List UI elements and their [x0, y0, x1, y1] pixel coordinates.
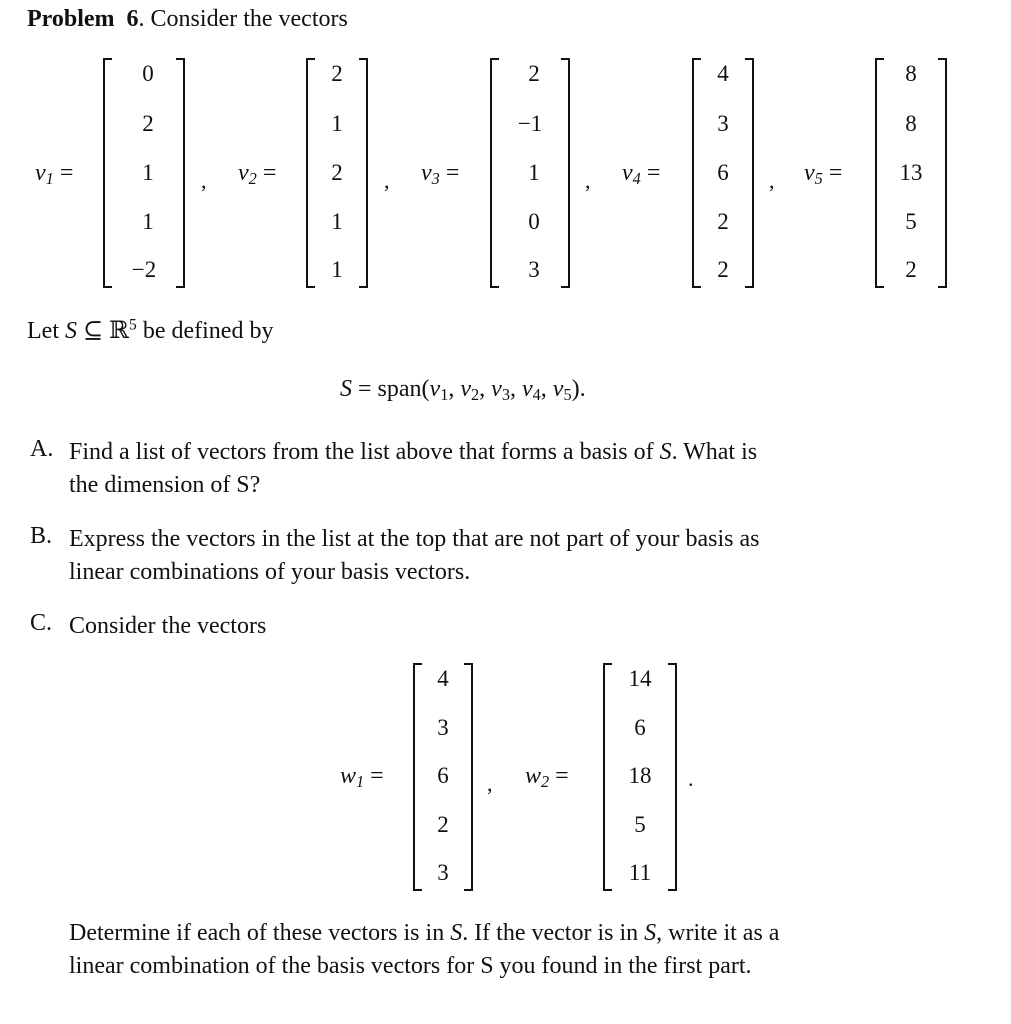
v1-entry: 2 [142, 111, 154, 136]
part-c-question: Determine if each of these vectors is in S. If the vector is in S, write it as a linear combination of the basis vectors for S you found in the first part. [69, 920, 780, 979]
w1-label: $w_1$ = [340, 763, 384, 792]
v4-label: $v_4$ = [622, 160, 661, 189]
w2-vector [603, 663, 677, 891]
part-a-letter: A. [30, 436, 54, 462]
v3-entry: 3 [528, 257, 540, 282]
v2-vector [306, 58, 368, 288]
w1-entry: 6 [437, 763, 449, 788]
v2-entry: 2 [331, 160, 343, 185]
part-c-intro: Consider the vectors [69, 613, 267, 639]
comma: , [769, 168, 775, 193]
w2-entry: 6 [634, 715, 646, 740]
v1-entry: 0 [142, 61, 154, 86]
v5-entry: 8 [905, 61, 917, 86]
v4-entry: 6 [717, 160, 729, 185]
v3-entry: 2 [528, 61, 540, 86]
v1-entry: 1 [142, 160, 154, 185]
w2-label: $w_2$ = [525, 763, 569, 792]
v4-entry: 4 [717, 61, 729, 86]
v2-label: $v_2$ = [238, 160, 277, 189]
v5-entry: 2 [905, 257, 917, 282]
v3-label: $v_3$ = [421, 160, 460, 189]
v5-entry: 13 [899, 160, 923, 185]
part-c-letter: C. [30, 610, 53, 636]
v1-vector [103, 58, 185, 288]
v5-label: $v_5$ = [804, 160, 843, 189]
w1-entry: 3 [437, 860, 449, 885]
w1-entry: 4 [437, 666, 449, 691]
v2-entry: 1 [331, 257, 343, 282]
v1-entry: −2 [131, 257, 157, 282]
problem-intro: . Consider the vectors [138, 6, 348, 32]
v1-label: $v_1$ = [35, 160, 74, 189]
part-a-text: Find a list of vectors from the list above that forms a basis of S. What is the dimension of S? [69, 439, 758, 498]
problem-label: Problem [27, 6, 115, 32]
v2-entry: 2 [331, 61, 343, 86]
w2-entry: 11 [628, 860, 652, 885]
w2-entry: 5 [634, 812, 646, 837]
span-equation: $S = span(v_1$, $v_2$, $v_3$, $v_4$, $v_5$). [340, 376, 586, 405]
w1-vector [413, 663, 473, 891]
comma: , [201, 168, 207, 193]
period: . [688, 766, 694, 791]
v3-vector [490, 58, 570, 288]
v1-entry: 1 [142, 209, 154, 234]
part-b-text: Express the vectors in the list at the top that are not part of your basis as linear combinations of your basis vectors. [69, 526, 760, 585]
v2-entry: 1 [331, 209, 343, 234]
w2-entry: 14 [628, 666, 652, 691]
comma: , [384, 168, 390, 193]
v3-entry: 0 [528, 209, 540, 234]
part-b-letter: B. [30, 523, 53, 549]
let-statement: Let S ⊆ ℝ$^5$ be defined by [27, 316, 274, 344]
w1-entry: 2 [437, 812, 449, 837]
problem-number: 6 [126, 6, 139, 32]
v4-entry: 2 [717, 257, 729, 282]
v2-entry: 1 [331, 111, 343, 136]
comma: , [487, 771, 493, 796]
v5-vector [875, 58, 947, 288]
v5-entry: 8 [905, 111, 917, 136]
v5-entry: 5 [905, 209, 917, 234]
v4-vector [692, 58, 754, 288]
problem-heading [27, 6, 348, 33]
v4-entry: 2 [717, 209, 729, 234]
v3-entry: 1 [528, 160, 540, 185]
comma: , [585, 168, 591, 193]
w2-entry: 18 [628, 763, 652, 788]
w1-entry: 3 [437, 715, 449, 740]
v4-entry: 3 [717, 111, 729, 136]
v3-entry: −1 [517, 111, 543, 136]
